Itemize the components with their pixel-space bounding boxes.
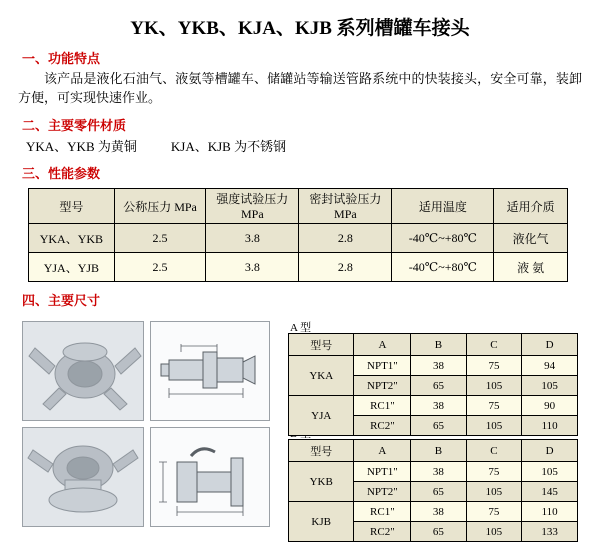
col-d: D bbox=[522, 334, 578, 356]
dimension-table-a bbox=[288, 333, 578, 436]
col-model: 型号 bbox=[289, 440, 354, 462]
cell-d: 90 bbox=[522, 396, 578, 416]
type-a-label: A 型 bbox=[290, 322, 312, 334]
cell-seal-test-pressure: 2.8 bbox=[299, 253, 392, 282]
cell-a: RC2" bbox=[354, 416, 411, 436]
cell-a: RC1" bbox=[354, 396, 411, 416]
col-model: 型号 bbox=[289, 334, 354, 356]
col-d: D bbox=[522, 440, 578, 462]
cell-c: 75 bbox=[466, 396, 522, 416]
col-nominal-pressure: 公称压力 MPa bbox=[114, 189, 206, 224]
features-body: 该产品是液化石油气、液氨等槽罐车、储罐站等输送管路系统中的快装接头，安全可靠，装卸方便，可实现快速作业。 bbox=[18, 71, 582, 105]
col-medium: 适用介质 bbox=[494, 189, 568, 224]
cell-c: 75 bbox=[466, 356, 522, 376]
cell-a: NPT1" bbox=[354, 462, 411, 482]
coupling-drawing-a-image bbox=[150, 321, 270, 421]
cell-seal-test-pressure: 2.8 bbox=[299, 224, 392, 253]
cell-d: 105 bbox=[522, 462, 578, 482]
cell-a: RC1" bbox=[354, 502, 411, 522]
col-c: C bbox=[466, 440, 522, 462]
cell-model: YJA、YJB bbox=[29, 253, 115, 282]
cell-nominal-pressure: 2.5 bbox=[114, 253, 206, 282]
coupling-photo-a-image bbox=[22, 321, 144, 421]
cell-a: NPT1" bbox=[354, 356, 411, 376]
cell-c: 75 bbox=[466, 462, 522, 482]
cell-model: YKA、YKB bbox=[29, 224, 115, 253]
col-a: A bbox=[354, 334, 411, 356]
section-heading-dimensions: 四、主要尺寸 bbox=[22, 293, 101, 308]
table-row bbox=[29, 224, 568, 253]
cell-a: NPT2" bbox=[354, 482, 411, 502]
cell-temperature: -40℃~+80℃ bbox=[392, 224, 494, 253]
section-heading-performance: 三、性能参数 bbox=[22, 166, 101, 181]
table-header-row bbox=[289, 440, 578, 462]
coupling-drawing-b-image bbox=[150, 427, 270, 527]
col-model: 型号 bbox=[29, 189, 115, 224]
cell-model: YJA bbox=[289, 396, 354, 436]
cell-c: 105 bbox=[466, 482, 522, 502]
cell-c: 105 bbox=[466, 376, 522, 396]
table-row bbox=[289, 356, 578, 376]
col-b: B bbox=[411, 334, 466, 356]
col-c: C bbox=[466, 334, 522, 356]
col-seal-test-pressure: 密封试验压力 MPa bbox=[299, 189, 392, 224]
material-left: YKA、YKB 为黄铜 bbox=[26, 139, 137, 154]
cell-c: 105 bbox=[466, 416, 522, 436]
cell-a: NPT2" bbox=[354, 376, 411, 396]
col-temperature: 适用温度 bbox=[392, 189, 494, 224]
cell-strength-test-pressure: 3.8 bbox=[206, 224, 299, 253]
cell-b: 38 bbox=[411, 502, 466, 522]
cell-nominal-pressure: 2.5 bbox=[114, 224, 206, 253]
material-line bbox=[26, 136, 600, 155]
table-header-row bbox=[289, 334, 578, 356]
cell-a: RC2" bbox=[354, 522, 411, 542]
cell-b: 65 bbox=[411, 522, 466, 542]
cell-d: 105 bbox=[522, 376, 578, 396]
cell-model: YKB bbox=[289, 462, 354, 502]
cell-d: 133 bbox=[522, 522, 578, 542]
performance-table bbox=[28, 188, 568, 282]
dimension-table-b bbox=[288, 439, 578, 542]
cell-b: 38 bbox=[411, 462, 466, 482]
page-title: YK、YKB、KJA、KJB 系列槽罐车接头 bbox=[130, 18, 470, 39]
cell-medium: 液 氨 bbox=[494, 253, 568, 282]
section-heading-material: 二、主要零件材质 bbox=[22, 118, 127, 133]
cell-d: 110 bbox=[522, 416, 578, 436]
cell-b: 65 bbox=[411, 416, 466, 436]
table-row bbox=[289, 396, 578, 416]
cell-medium: 液化气 bbox=[494, 224, 568, 253]
cell-d: 145 bbox=[522, 482, 578, 502]
cell-c: 75 bbox=[466, 502, 522, 522]
cell-strength-test-pressure: 3.8 bbox=[206, 253, 299, 282]
cell-model: KJB bbox=[289, 502, 354, 542]
cell-b: 65 bbox=[411, 482, 466, 502]
cell-b: 65 bbox=[411, 376, 466, 396]
table-row bbox=[29, 253, 568, 282]
cell-temperature: -40℃~+80℃ bbox=[392, 253, 494, 282]
coupling-photo-b-image bbox=[22, 427, 144, 527]
table-row bbox=[289, 462, 578, 482]
col-a: A bbox=[354, 440, 411, 462]
col-b: B bbox=[411, 440, 466, 462]
table-header-row bbox=[29, 189, 568, 224]
table-row bbox=[289, 502, 578, 522]
cell-model: YKA bbox=[289, 356, 354, 396]
cell-c: 105 bbox=[466, 522, 522, 542]
cell-b: 38 bbox=[411, 396, 466, 416]
cell-d: 110 bbox=[522, 502, 578, 522]
cell-d: 94 bbox=[522, 356, 578, 376]
cell-b: 38 bbox=[411, 356, 466, 376]
material-right: KJA、KJB 为不锈钢 bbox=[170, 139, 287, 154]
col-strength-test-pressure: 强度试验压力 MPa bbox=[206, 189, 299, 224]
section-heading-features: 一、功能特点 bbox=[22, 51, 101, 66]
